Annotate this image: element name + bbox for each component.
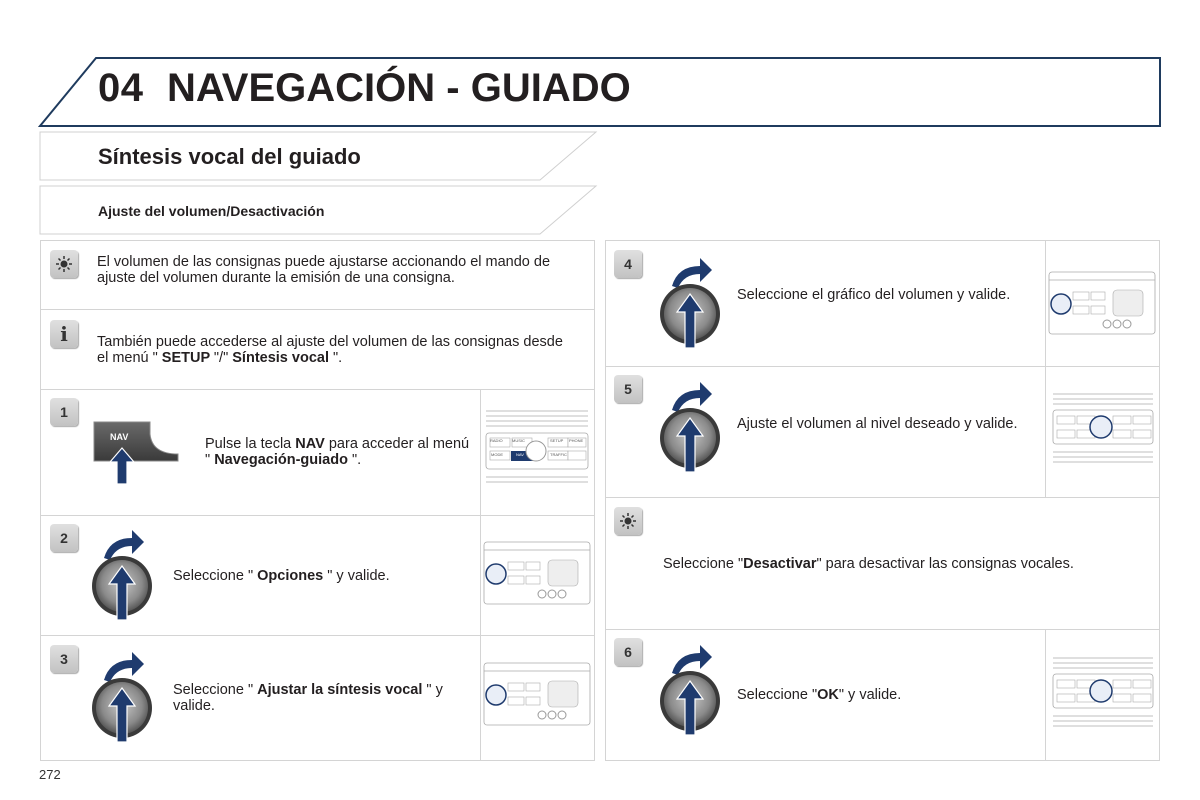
tip-setup-text-b: "/" (213, 350, 233, 366)
desactivar-label: Desactivar (743, 556, 817, 572)
tip-setup-text-c: ". (328, 350, 343, 366)
knob-press-illustration-5 (658, 380, 728, 480)
tip-setup-text-a: También puede accederse al ajuste del volumen de las consignas desde el menú " (97, 334, 563, 366)
right-image-divider-bottom (1045, 629, 1046, 761)
chapter-title: NAVEGACIÓN - GUIADO (167, 66, 631, 110)
radio-panel-image-6 (1051, 654, 1155, 730)
knob-press-illustration-4 (658, 256, 728, 356)
step-2-bold: Opciones (257, 568, 324, 584)
page-number: 272 (39, 767, 61, 782)
deactivate-text-a: Seleccione " (663, 556, 744, 572)
step-5-text: Ajuste el volumen al nivel deseado y valide. (737, 416, 1018, 432)
step-6-text-b: " y valide. (838, 687, 902, 703)
deactivate-text-b: " para desactivar las consignas vocales. (816, 556, 1074, 572)
step-badge-5: 5 (614, 375, 642, 403)
ok-label: OK (817, 687, 839, 703)
radio-label-radio: RADIO (490, 438, 503, 443)
left-image-divider (480, 389, 481, 761)
nav-key-illustration (88, 418, 183, 488)
step-3-text-b: " y valide. (173, 682, 443, 714)
step-1-bold-menu: Navegación-guiado (214, 452, 348, 468)
section-title: Síntesis vocal del guiado (98, 144, 361, 169)
tip-setup-text (97, 334, 577, 366)
radio-panel-image-1 (484, 407, 590, 487)
chapter-number: 04 (98, 66, 144, 110)
right-image-divider-top (1045, 240, 1046, 498)
setup-label: SETUP (157, 350, 214, 366)
step-2-text-a: Seleccione " (173, 568, 258, 584)
step-badge-6: 6 (614, 638, 642, 666)
radio-label-nav: NAV (516, 452, 524, 457)
knob-press-illustration-2 (90, 528, 160, 628)
sintesis-vocal-label: Síntesis vocal (232, 350, 329, 366)
step-1-text-b: para acceder al menú " (205, 436, 470, 468)
step-6-text-a: Seleccione " (737, 687, 818, 703)
knob-press-illustration-3 (90, 650, 160, 750)
step-badge-2: 2 (50, 524, 78, 552)
radio-panel-image-2 (482, 540, 592, 606)
radio-label-mode: MODE (491, 452, 503, 457)
nav-key-label: NAV (110, 432, 129, 442)
step-1-text (205, 436, 475, 468)
step-3-text-a: Seleccione " (173, 682, 258, 698)
step-6-text (737, 687, 1017, 703)
lightbulb-icon (614, 507, 642, 535)
step-badge-3: 3 (50, 645, 78, 673)
tip-volume-text: El volumen de las consignas puede ajustarse accionando el mando de ajuste del volumen durante la emisión de una consigna. (97, 254, 551, 286)
info-icon: i (50, 320, 78, 348)
step-3-bold: Ajustar la síntesis vocal (257, 682, 423, 698)
radio-panel-image-4 (1047, 270, 1157, 336)
knob-press-illustration-6 (658, 643, 728, 743)
step-1-text-c: ". (347, 452, 362, 468)
section-subtitle: Ajuste del volumen/Desactivación (98, 203, 325, 219)
step-badge-1: 1 (50, 398, 78, 426)
radio-label-music: MUSIC (512, 438, 525, 443)
radio-panel-image-3 (482, 661, 592, 727)
deactivate-text (663, 556, 1143, 572)
step-3-text (173, 682, 473, 714)
radio-panel-image-5 (1051, 390, 1155, 466)
step-4-text: Seleccione el gráfico del volumen y valide. (737, 287, 1011, 303)
radio-label-setup: SETUP (550, 438, 564, 443)
radio-label-traffic: TRAFFIC (550, 452, 567, 457)
radio-label-phone: PHONE (569, 438, 584, 443)
step-badge-4: 4 (614, 250, 642, 278)
step-1-bold-nav: NAV (295, 436, 325, 452)
step-1-text-a: Pulse la tecla (205, 436, 296, 452)
step-2-text-b: " y valide. (323, 568, 390, 584)
step-2-text (173, 568, 473, 584)
lightbulb-icon (50, 250, 78, 278)
